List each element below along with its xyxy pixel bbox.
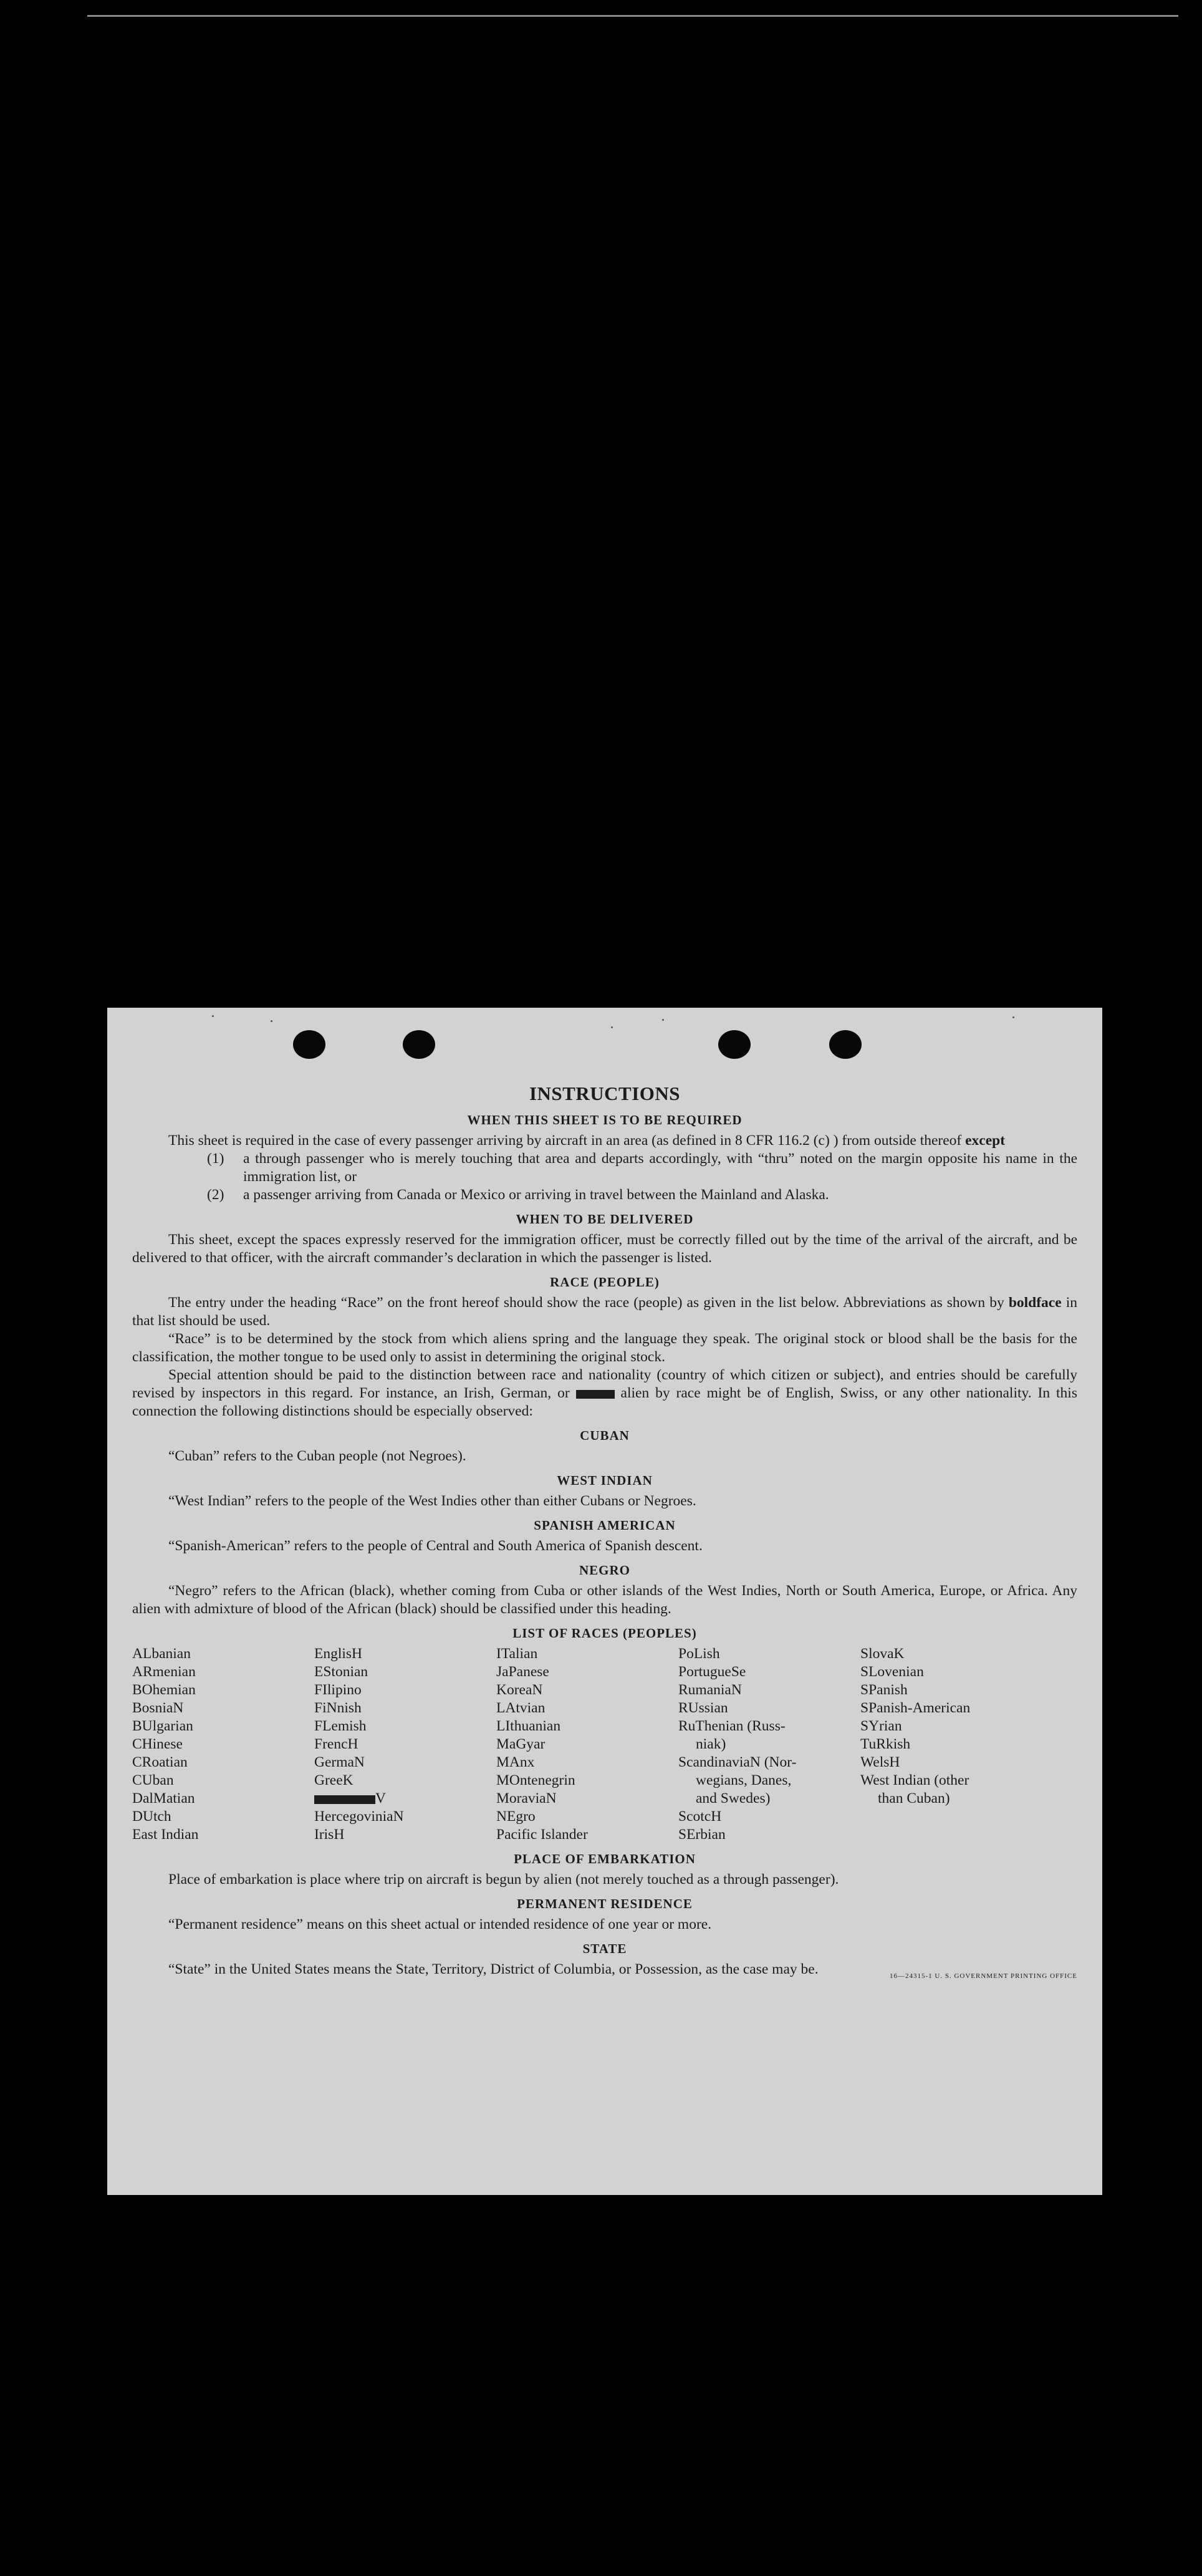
section-heading-negro: NEGRO: [579, 1563, 630, 1578]
race-entry: FiNnish: [314, 1700, 362, 1716]
section-heading-required: WHEN THIS SHEET IS TO BE REQUIRED: [467, 1112, 743, 1127]
race-entry: MoraviaN: [496, 1790, 557, 1807]
race-entry: LIthuanian: [496, 1718, 561, 1734]
redaction-mark: [314, 1795, 375, 1804]
race-entry: LAtvian: [496, 1700, 546, 1716]
race-entry-redacted: V: [314, 1790, 496, 1808]
race-entry: RumaniaN: [678, 1682, 742, 1698]
race-entry: East Indian: [132, 1826, 199, 1843]
race-entry: MAnx: [496, 1754, 535, 1770]
race-entry: FIlipino: [314, 1682, 362, 1698]
embarkation-text: Place of embarkation is place where trip on aircraft is begun by alien (not merely touched as a through passenger).: [168, 1871, 839, 1888]
race-entry: ALbanian: [132, 1646, 191, 1662]
races-column-1: [132, 1645, 314, 1844]
negro-text: “Negro” refers to the African (black), whether coming from Cuba or other islands of the West Indies, North or South America, Europe, or Africa. Any alien with admixture of blood of the African (black) should be classified under this heading.: [132, 1583, 1077, 1617]
race-entry: wegians, Danes,: [696, 1772, 792, 1788]
race-entry: NEgro: [496, 1808, 536, 1825]
race-entry: KoreaN: [496, 1682, 543, 1698]
speck: [271, 1020, 272, 1022]
speck: [212, 1015, 214, 1017]
instruction-sheet: [107, 1008, 1102, 2195]
race-entry: BOhemian: [132, 1682, 196, 1698]
punch-hole: [293, 1030, 325, 1059]
cuban-text: “Cuban” refers to the Cuban people (not Negroes).: [168, 1448, 466, 1464]
race-entry: SPanish-American: [860, 1700, 971, 1716]
west-indian-text: “West Indian” refers to the people of the West Indies other than either Cubans or Negroes.: [168, 1493, 696, 1509]
race-entry: ITalian: [496, 1646, 538, 1662]
section-heading-delivered: WHEN TO BE DELIVERED: [516, 1212, 694, 1227]
print-code: 16—24315-1 U. S. GOVERNMENT PRINTING OFFICE: [889, 1972, 1077, 1980]
state-text: “State” in the United States means the State, Territory, District of Columbia, or Possession, as the case may be.: [168, 1961, 819, 1977]
sheet-content: [132, 1083, 1077, 1981]
race-entry: BosniaN: [132, 1700, 184, 1716]
races-column-3: [496, 1645, 678, 1844]
race-entry: RuThenian (Russ-: [678, 1718, 786, 1734]
spanish-american-text: “Spanish-American” refers to the people of Central and South America of Spanish descent.: [168, 1538, 703, 1554]
race-entry: West Indian (other: [860, 1772, 969, 1788]
races-column-5: [860, 1645, 1042, 1844]
race-paragraph-3: Special attention should be paid to the distinction between race and nationality (country of which citizen or subject), and entries should be carefully revised by inspectors in this regard. For instance, an Irish, German, or alien by race might be of English, Swiss, or any other nationality. In this connection the following distinctions should be especially observed:: [132, 1367, 1077, 1419]
race-entry: CUban: [132, 1772, 174, 1788]
punch-hole: [718, 1030, 751, 1059]
race-entry: HercegoviniaN: [314, 1808, 404, 1825]
top-edge-line: [87, 15, 1178, 17]
race-entry: SLovenian: [860, 1664, 924, 1680]
race-paragraph-2: “Race” is to be determined by the stock from which aliens spring and the language they speak. The original stock or blood shall be the basis for the classification, the mother tongue to be used only to assist in determining the original stock.: [132, 1331, 1077, 1365]
section-heading-cuban: CUBAN: [580, 1428, 630, 1443]
punch-hole: [829, 1030, 862, 1059]
race-entry: GermaN: [314, 1754, 365, 1770]
race-entry: FLemish: [314, 1718, 367, 1734]
race-paragraph-1: The entry under the heading “Race” on the front hereof should show the race (people) as given in the list below. Abbreviations as shown by boldface in that list should be used.: [132, 1295, 1078, 1329]
section-heading-west-indian: WEST INDIAN: [557, 1473, 653, 1488]
race-entry: WelsH: [860, 1754, 900, 1770]
section-heading-races-list: LIST OF RACES (PEOPLES): [512, 1626, 697, 1641]
race-entry: niak): [696, 1736, 726, 1752]
race-entry: ScandinaviaN (Nor-: [678, 1754, 797, 1770]
redaction-mark: [576, 1390, 615, 1399]
race-entry: ScotcH: [678, 1808, 722, 1825]
required-intro: This sheet is required in the case of every passenger arriving by aircraft in an area (as defined in 8 CFR 116.2 (c) ) from outside thereof except: [168, 1132, 1006, 1149]
section-heading-state: STATE: [582, 1941, 627, 1956]
race-entry: ARmenian: [132, 1664, 196, 1680]
race-entry: EStonian: [314, 1664, 368, 1680]
races-column-4: [678, 1645, 860, 1844]
races-table: [132, 1645, 1077, 1844]
race-entry: and Swedes): [696, 1790, 771, 1807]
race-entry: IrisH: [314, 1826, 345, 1843]
race-entry: SPanish: [860, 1682, 908, 1698]
race-entry: GreeK: [314, 1772, 353, 1788]
race-entry: Pacific Islander: [496, 1826, 588, 1843]
race-entry: FrencH: [314, 1736, 358, 1752]
section-heading-residence: PERMANENT RESIDENCE: [517, 1896, 693, 1911]
races-column-2: [314, 1645, 496, 1844]
speck: [1012, 1016, 1014, 1018]
race-entry: EnglisH: [314, 1646, 363, 1662]
race-entry: PortugueSe: [678, 1664, 746, 1680]
race-entry: MOntenegrin: [496, 1772, 575, 1788]
required-item-1: (1) a through passenger who is merely touching that area and departs accordingly, with “thru” noted on the margin opposite his name in the immigration list, or: [207, 1151, 1077, 1185]
race-entry: SlovaK: [860, 1646, 905, 1662]
race-entry: CRoatian: [132, 1754, 188, 1770]
race-entry: SYrian: [860, 1718, 902, 1734]
required-item-2: (2) a passenger arriving from Canada or Mexico or arriving in travel between the Mainland and Alaska.: [207, 1187, 829, 1203]
race-entry: PoLish: [678, 1646, 720, 1662]
race-entry: BUlgarian: [132, 1718, 193, 1734]
race-entry: SErbian: [678, 1826, 726, 1843]
race-entry: TuRkish: [860, 1736, 911, 1752]
race-entry: than Cuban): [878, 1790, 950, 1807]
residence-text: “Permanent residence” means on this sheet actual or intended residence of one year or more.: [168, 1916, 712, 1932]
section-heading-race: RACE (PEOPLE): [550, 1275, 660, 1290]
punch-hole: [403, 1030, 435, 1059]
page-title: INSTRUCTIONS: [529, 1083, 680, 1104]
race-entry: MaGyar: [496, 1736, 546, 1752]
delivered-text: This sheet, except the spaces expressly reserved for the immigration officer, must be correctly filled out by the time of the arrival of the aircraft, and be delivered to that officer, with the aircraft commander’s declaration in which the passenger is listed.: [132, 1232, 1077, 1266]
section-heading-spanish-american: SPANISH AMERICAN: [534, 1518, 676, 1533]
speck: [662, 1019, 664, 1021]
speck: [611, 1026, 613, 1028]
race-entry: JaPanese: [496, 1664, 549, 1680]
race-entry: RUssian: [678, 1700, 728, 1716]
race-entry: CHinese: [132, 1736, 183, 1752]
section-heading-embarkation: PLACE OF EMBARKATION: [514, 1851, 696, 1866]
race-entry: DalMatian: [132, 1790, 195, 1807]
race-entry: DUtch: [132, 1808, 171, 1825]
